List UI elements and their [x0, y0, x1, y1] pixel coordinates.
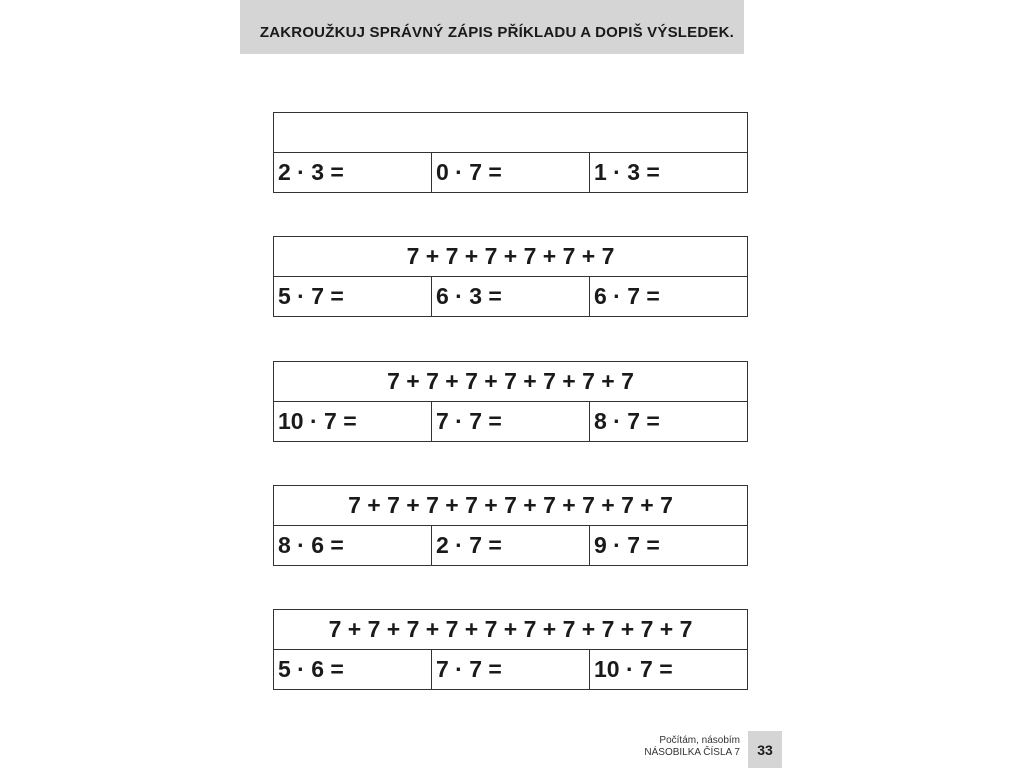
- problems-row: [274, 153, 748, 193]
- problem-option[interactable]: 9 · 7 =: [590, 526, 748, 566]
- instruction-header: [240, 0, 744, 54]
- problem-option[interactable]: 10 · 7 =: [590, 650, 748, 690]
- problem-option[interactable]: 6 · 7 =: [590, 277, 748, 317]
- sum-expression: 7 + 7 + 7 + 7 + 7 + 7: [274, 237, 748, 277]
- problem-option[interactable]: 2 · 3 =: [274, 153, 432, 193]
- footer-caption: [644, 735, 740, 759]
- exercise-table: [273, 112, 748, 193]
- problem-option[interactable]: 8 · 6 =: [274, 526, 432, 566]
- exercise-table: [273, 609, 748, 690]
- sum-row: [274, 486, 748, 526]
- page-footer: [0, 733, 748, 768]
- sum-expression[interactable]: [274, 113, 748, 153]
- footer-book-title: Počítám, násobím: [659, 735, 740, 746]
- problems-row: [274, 277, 748, 317]
- exercise-table: [273, 485, 748, 566]
- sum-row: [274, 113, 748, 153]
- instruction-text: ZAKROUŽKUJ SPRÁVNÝ ZÁPIS PŘÍKLADU A DOPIŠ VÝSLEDEK.: [259, 24, 734, 41]
- problems-row: [274, 650, 748, 690]
- problems-row: [274, 402, 748, 442]
- problem-option[interactable]: 2 · 7 =: [432, 526, 590, 566]
- problems-row: [274, 526, 748, 566]
- problem-option[interactable]: 6 · 3 =: [432, 277, 590, 317]
- problem-option[interactable]: 7 · 7 =: [432, 402, 590, 442]
- problem-option[interactable]: 0 · 7 =: [432, 153, 590, 193]
- footer-chapter-title: NÁSOBILKA ČÍSLA 7: [644, 747, 740, 758]
- problem-option[interactable]: 8 · 7 =: [590, 402, 748, 442]
- sum-expression: 7 + 7 + 7 + 7 + 7 + 7 + 7 + 7 + 7 + 7: [274, 610, 748, 650]
- sum-row: [274, 610, 748, 650]
- exercise-table: [273, 361, 748, 442]
- sum-expression: 7 + 7 + 7 + 7 + 7 + 7 + 7 + 7 + 7: [274, 486, 748, 526]
- problem-option[interactable]: 5 · 6 =: [274, 650, 432, 690]
- problem-option[interactable]: 10 · 7 =: [274, 402, 432, 442]
- exercise-table: [273, 236, 748, 317]
- page-number: 33: [748, 731, 782, 768]
- sum-row: [274, 237, 748, 277]
- sum-row: [274, 362, 748, 402]
- problem-option[interactable]: 1 · 3 =: [590, 153, 748, 193]
- sum-expression: 7 + 7 + 7 + 7 + 7 + 7 + 7: [274, 362, 748, 402]
- problem-option[interactable]: 7 · 7 =: [432, 650, 590, 690]
- problem-option[interactable]: 5 · 7 =: [274, 277, 432, 317]
